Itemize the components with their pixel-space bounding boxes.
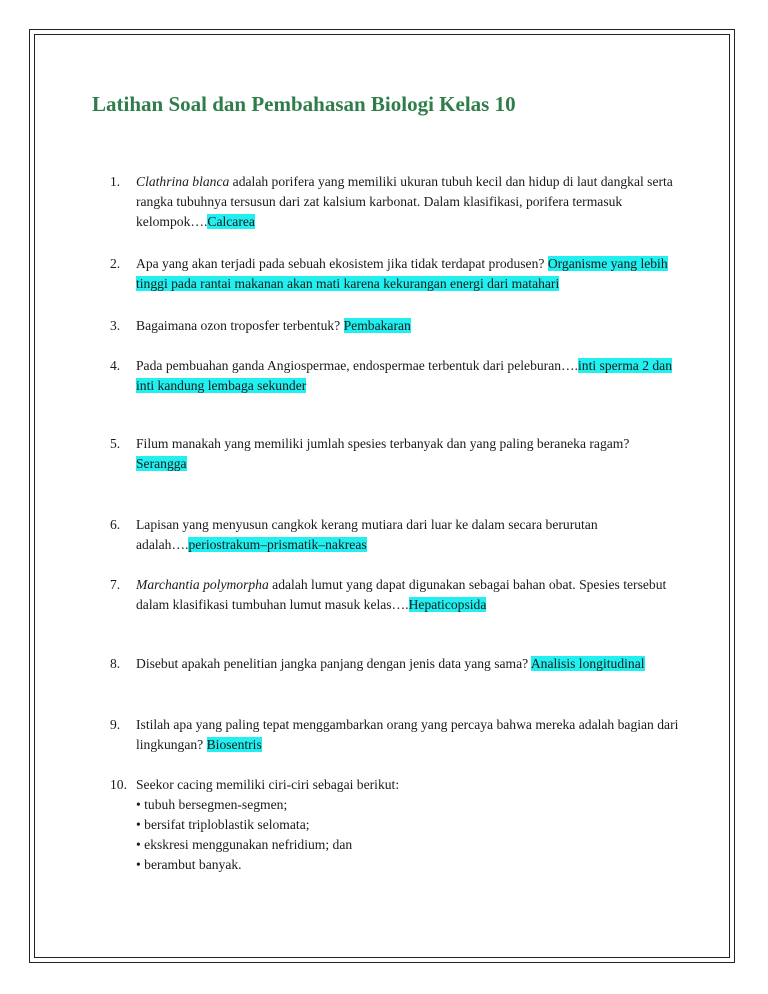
question-number: 10. [110,777,127,792]
answer-highlight: Hepaticopsida [408,597,487,612]
question-number: 1. [110,174,121,189]
answer-highlight: Calcarea [207,214,255,229]
question-number: 4. [110,358,121,373]
question-text: Lapisan yang menyusun cangkok kerang mutiara dari luar ke dalam secara berurutan adalah…. [136,517,598,552]
bullet-item: • bersifat triploblastik selomata; [136,817,310,832]
question-number: 9. [110,717,121,732]
question-item [110,254,680,294]
question-item [110,775,680,875]
question-item [110,434,680,474]
question-number: 3. [110,318,121,333]
question-item [110,316,680,336]
question-number: 7. [110,577,121,592]
answer-highlight: inti sperma 2 dan inti kandung lembaga sekunder [136,358,673,393]
question-item [110,715,680,755]
answer-highlight: periostrakum–prismatik–nakreas [188,537,367,552]
question-text: Istilah apa yang paling tepat menggambarkan orang yang percaya bahwa mereka adalah bagian dari lingkungan? [136,717,679,752]
question-number: 5. [110,436,121,451]
answer-highlight: Organisme yang lebih tinggi pada rantai makanan akan mati karena kekurangan energi dari matahari [136,256,668,291]
answer-highlight: Pembakaran [343,318,411,333]
question-number: 6. [110,517,121,532]
question-item [110,172,680,232]
question-text: adalah lumut yang dapat digunakan sebagai bahan obat. Spesies tersebut dalam klasifikasi tumbuhan lumut masuk kelas…. [136,577,667,612]
species-name: Clathrina blanca [136,174,230,189]
question-text: Seekor cacing memiliki ciri-ciri sebagai berikut: [136,777,400,792]
bullet-item: • berambut banyak. [136,857,242,872]
question-text: Pada pembuahan ganda Angiospermae, endospermae terbentuk dari peleburan…. [136,358,579,373]
answer-highlight: Biosentris [206,737,262,752]
question-text: adalah porifera yang memiliki ukuran tubuh kecil dan hidup di laut dangkal serta rangka tubuhnya tersusun dari zat kalsium karbonat. Dalam klasifikasi, porifera termasuk kelompok…. [136,174,673,229]
document-title: Latihan Soal dan Pembahasan Biologi Kelas 10 [92,92,516,116]
species-name: Marchantia polymorpha [136,577,269,592]
question-text: Filum manakah yang memiliki jumlah spesies terbanyak dan yang paling beraneka ragam? [136,436,630,451]
question-item [110,515,680,555]
question-number: 8. [110,656,121,671]
bullet-item: • tubuh bersegmen-segmen; [136,797,288,812]
question-number: 2. [110,256,121,271]
question-text: Apa yang akan terjadi pada sebuah ekosistem jika tidak terdapat produsen? [136,256,548,271]
answer-highlight: Serangga [136,456,187,471]
question-item [110,356,680,396]
question-text: Bagaimana ozon troposfer terbentuk? [136,318,344,333]
question-text: Disebut apakah penelitian jangka panjang dengan jenis data yang sama? [136,656,531,671]
answer-highlight: Analisis longitudinal [530,656,645,671]
characteristic-list [136,795,680,875]
bullet-item: • ekskresi menggunakan nefridium; dan [136,837,353,852]
question-item [110,654,680,674]
question-item [110,575,680,615]
